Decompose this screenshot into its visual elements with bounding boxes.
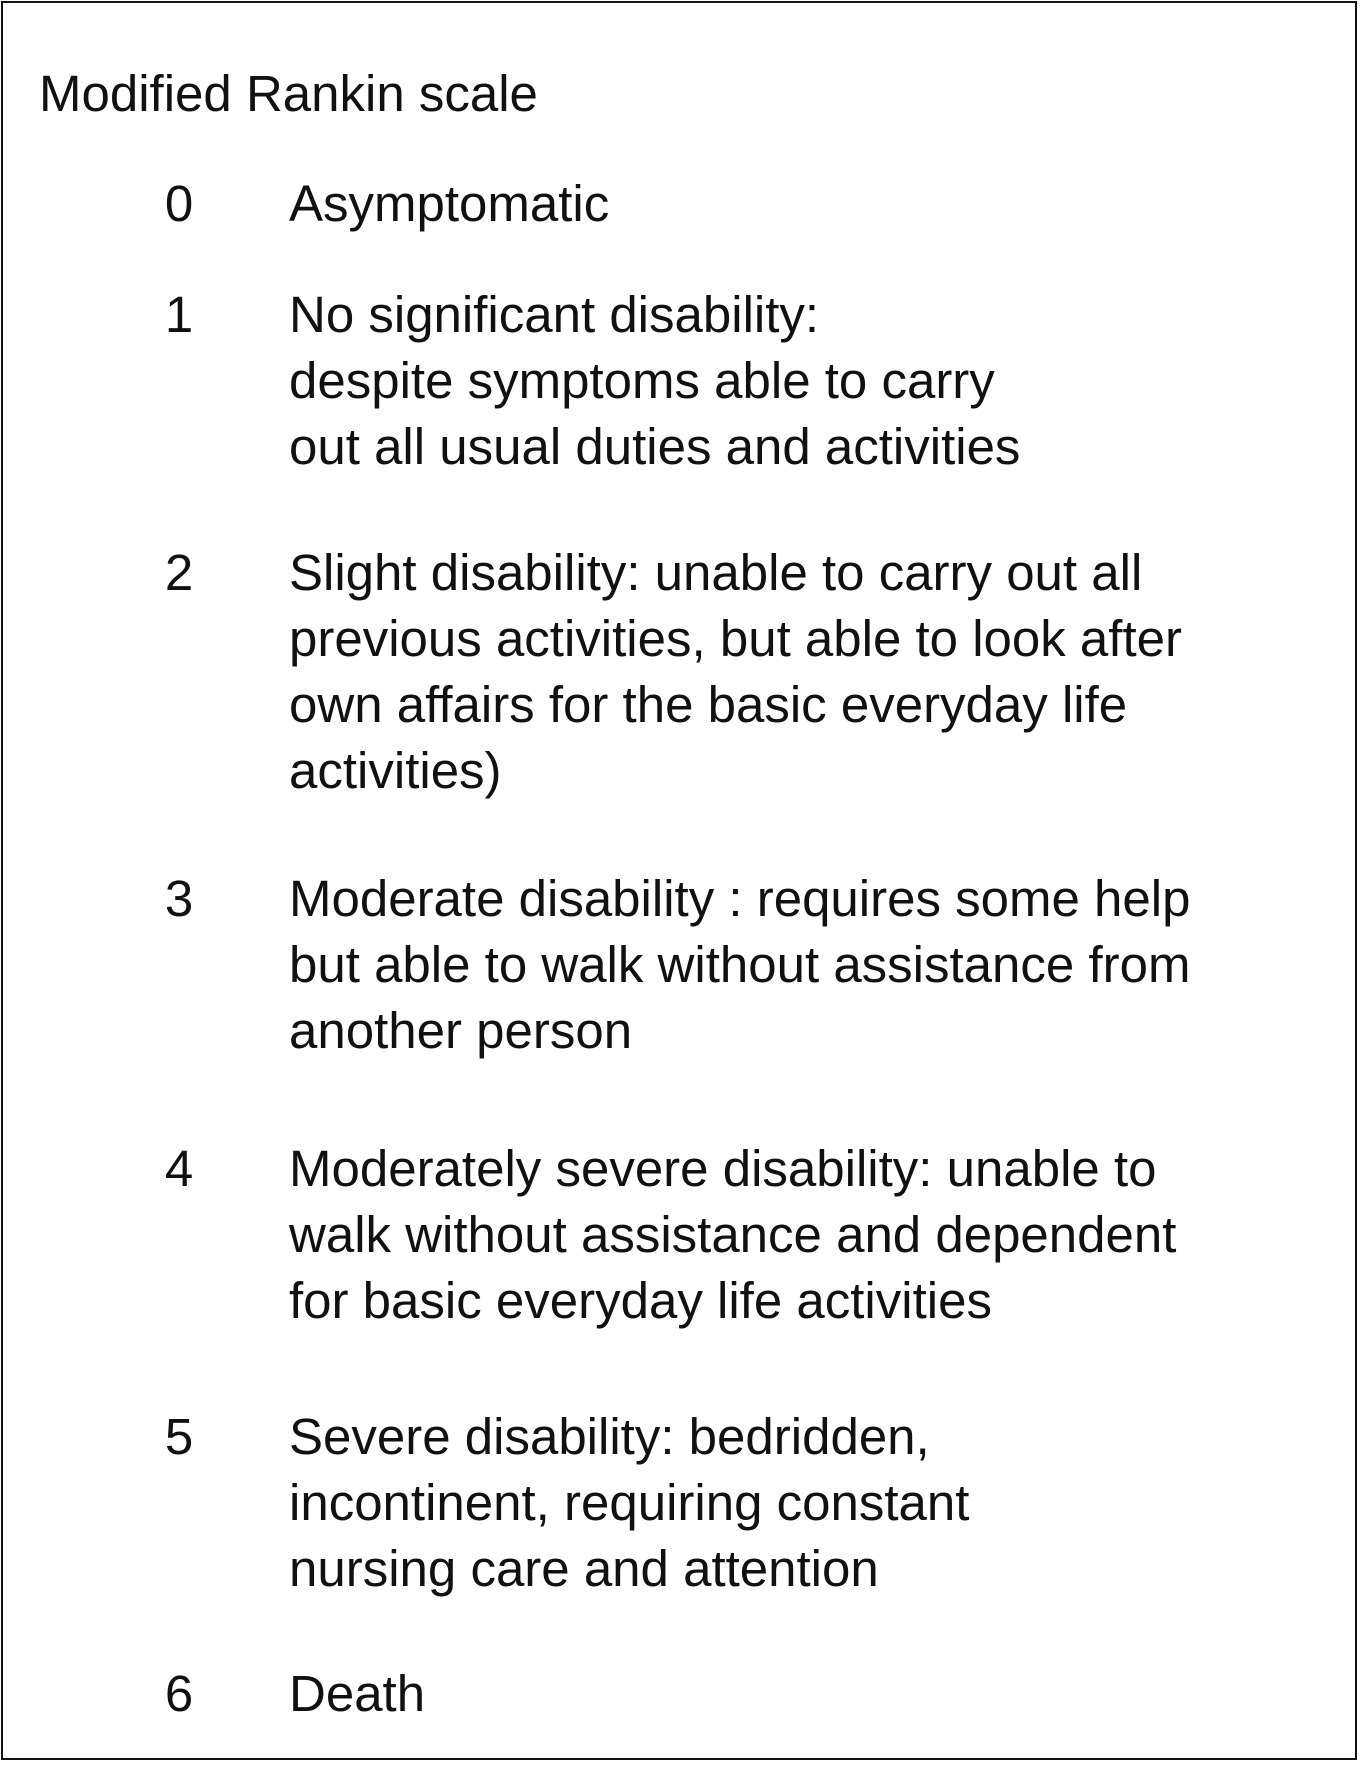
description-line: despite symptoms able to carry xyxy=(289,352,995,409)
grade-number: 2 xyxy=(164,544,194,601)
grade-number: 5 xyxy=(164,1408,194,1465)
grade-description xyxy=(289,1404,969,1602)
grade-number: 3 xyxy=(164,870,194,927)
description-line: Slight disability: unable to carry out all xyxy=(289,544,1143,601)
description-line: out all usual duties and activities xyxy=(289,418,1021,475)
table-border xyxy=(1,1,1357,1760)
grade-number: 4 xyxy=(164,1140,194,1197)
description-line: another person xyxy=(289,1002,633,1059)
grade-description xyxy=(289,866,1190,1064)
grade-description xyxy=(289,171,609,237)
description-line: No significant disability: xyxy=(289,286,820,343)
description-line: Moderate disability : requires some help xyxy=(289,870,1191,927)
description-line: Moderately severe disability: unable to xyxy=(289,1140,1157,1197)
description-line: walk without assistance and dependent xyxy=(289,1206,1177,1263)
description-line: Severe disability: bedridden, xyxy=(289,1408,930,1465)
description-line: own affairs for the basic everyday life xyxy=(289,676,1128,733)
description-line: incontinent, requiring constant xyxy=(289,1474,970,1531)
grade-number: 1 xyxy=(164,286,194,343)
grade-description xyxy=(289,282,1020,480)
scale-title: Modified Rankin scale xyxy=(39,65,538,122)
description-line: nursing care and attention xyxy=(289,1540,879,1597)
grade-description xyxy=(289,1136,1176,1334)
description-line: Death xyxy=(289,1665,426,1722)
description-line: Asymptomatic xyxy=(289,175,610,232)
grade-description xyxy=(289,540,1182,804)
description-line: for basic everyday life activities xyxy=(289,1272,992,1329)
grade-number: 6 xyxy=(164,1665,194,1722)
grade-description xyxy=(289,1661,425,1727)
description-line: activities) xyxy=(289,742,502,799)
grade-number: 0 xyxy=(164,175,194,232)
description-line: but able to walk without assistance from xyxy=(289,936,1191,993)
description-line: previous activities, but able to look after xyxy=(289,610,1182,667)
